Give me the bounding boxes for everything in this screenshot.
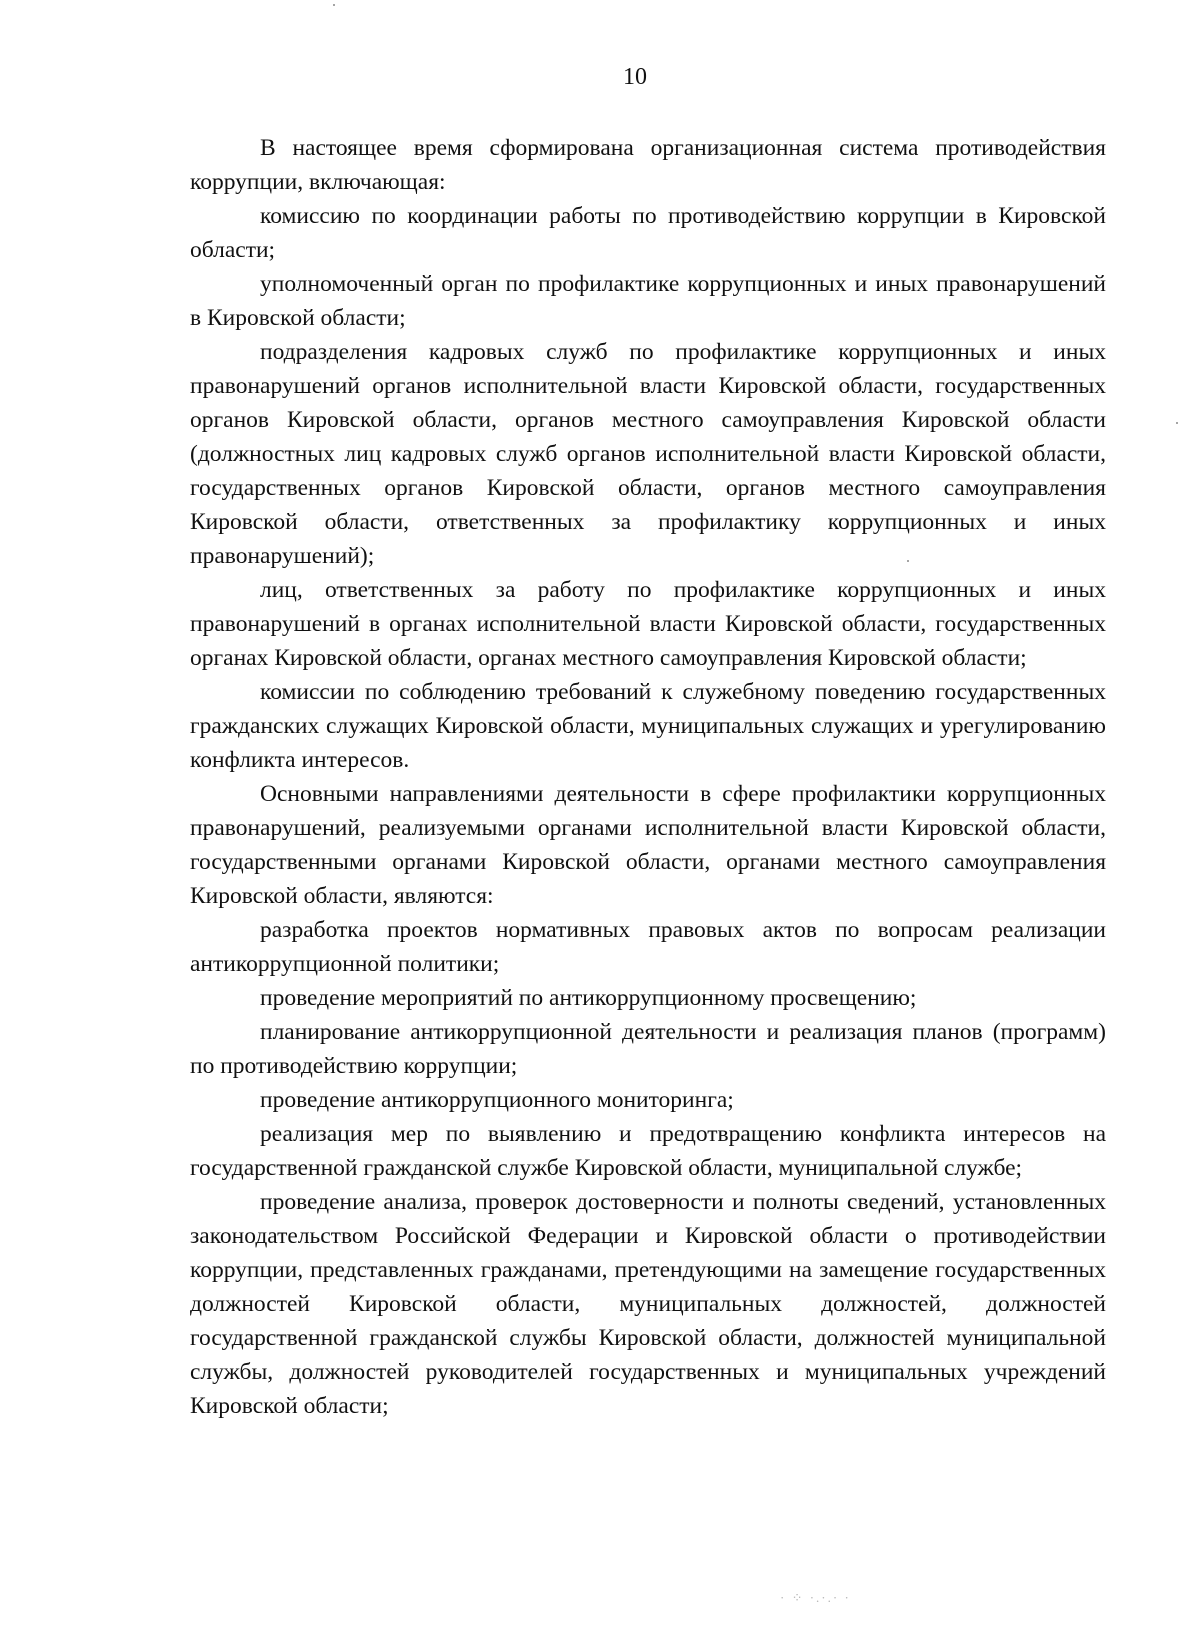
paragraph-1: В настоящее время сформирована организационная система противодействия коррупции, включающая: — [190, 135, 1106, 195]
paragraph-13: проведение анализа, проверок достоверности и полноты сведений, установленных законодательством Российской Федерации и Кировской области о противодействии коррупции, представленных гражданами, претендующими на замещение государственных должностей Кировской области, муниципальных должностей, должностей государственной гражданской службы Кировской области, должностей муниципальной службы, должностей руководителей государственных и муниципальных учреждений Кировской области; — [190, 1189, 1106, 1419]
paragraph-11: проведение антикоррупционного мониторинга; — [260, 1087, 734, 1113]
paragraph-4: подразделения кадровых служб по профилактике коррупционных и иных правонарушений органов исполнительной власти Кировской области, государственных органов Кировской области, органов местного самоуправления Кировской области (должностных лиц кадровых служб органов исполнительной власти Кировской области, государственных органов Кировской области, органов местного самоуправления Кировской области, ответственных за профилактику коррупционных и иных правонарушений); — [190, 339, 1106, 569]
paragraph-5: лиц, ответственных за работу по профилактике коррупционных и иных правонарушений в органах исполнительной власти Кировской области, государственных органах Кировской области, органах местного самоуправления Кировской области; — [190, 577, 1106, 671]
scan-smudge: · ⁘ ·.·.· · — [780, 1590, 851, 1605]
paragraph-10: планирование антикоррупционной деятельности и реализация планов (программ) по противодействию коррупции; — [190, 1019, 1106, 1079]
paragraph-6: комиссии по соблюдению требований к служебному поведению государственных гражданских служащих Кировской области, муниципальных служащих и урегулированию конфликта интересов. — [190, 679, 1106, 773]
paragraph-7: Основными направлениями деятельности в сфере профилактики коррупционных правонарушений, реализуемыми органами исполнительной власти Кировской области, государственными органами Кировской области, органами местного самоуправления Кировской области, являются: — [190, 781, 1106, 909]
paragraph-2: комиссию по координации работы по противодействию коррупции в Кировской области; — [190, 203, 1106, 263]
scan-speck — [1176, 422, 1178, 424]
page-number: 10 — [623, 64, 647, 90]
paragraph-12: реализация мер по выявлению и предотвращению конфликта интересов на государственной гражданской службе Кировской области, муниципальной службе; — [190, 1121, 1106, 1181]
paragraph-3: уполномоченный орган по профилактике коррупционных и иных правонарушений в Кировской области; — [190, 271, 1106, 331]
paragraph-9: проведение мероприятий по антикоррупционному просвещению; — [260, 985, 917, 1011]
paragraph-8: разработка проектов нормативных правовых актов по вопросам реализации антикоррупционной политики; — [190, 917, 1106, 977]
scan-speck — [333, 4, 335, 6]
scan-speck — [907, 560, 909, 562]
document-body — [190, 131, 1106, 1423]
